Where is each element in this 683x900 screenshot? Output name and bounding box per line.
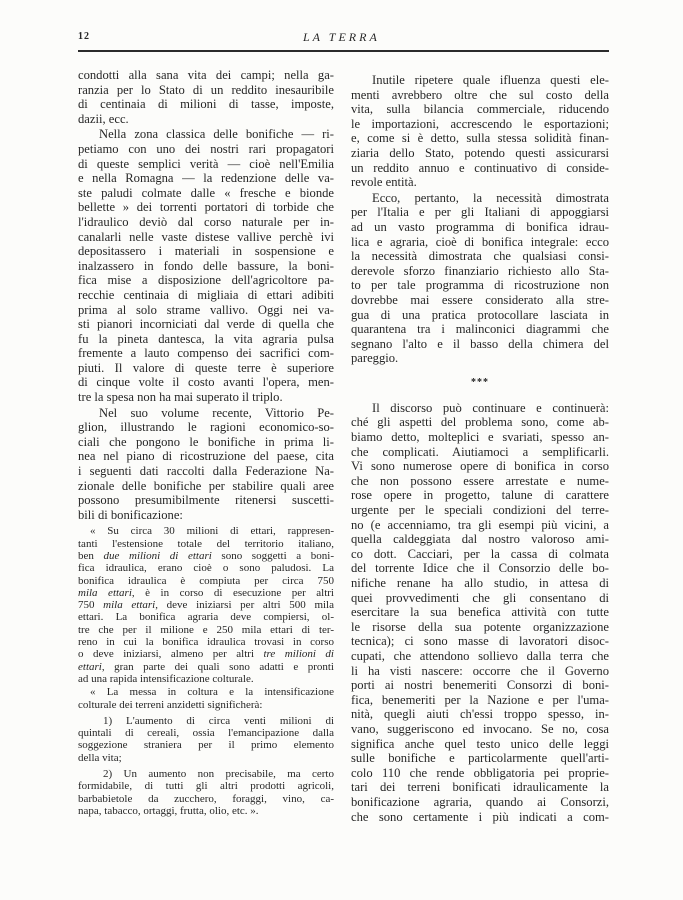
text-line: fica, benemeriti per la Nazione e per l'uma-	[351, 692, 609, 707]
paragraph	[78, 68, 334, 126]
text-line: e, come si è detto, sulla stessa solidità finan-	[351, 131, 609, 146]
text-line: e nella Romagna — la redenzione delle va-	[78, 171, 334, 186]
paragraph	[351, 73, 609, 190]
text-line: che non possono essere arrestate e nume-	[351, 473, 609, 488]
text-line: canalarli nelle vaste distese vallive perchè ivi	[78, 229, 334, 244]
text-line: bonificazione agraria, quando ai Consorzi,	[351, 794, 609, 809]
text-line: derevole sforzo finanziario richiesto allo Sta-	[351, 263, 609, 278]
text-line: per l'Italia e per gli Italiani di appoggiarsi	[351, 205, 609, 220]
text-line: Nella zona classica delle bonifiche — ri-	[99, 127, 334, 142]
italic-emphasis: ettari	[78, 660, 102, 673]
text-line: prima al solo strame vallivo. Oggi nei va-	[78, 302, 334, 317]
paragraph	[351, 401, 609, 824]
quoted-paragraph	[78, 686, 334, 711]
text-line: Il discorso può continuare e continuerà:	[372, 400, 609, 415]
text-line: 1) L'aumento di circa venti milioni di	[103, 714, 334, 727]
text-line: dovrebbe mai essere considerato alla stre-	[351, 292, 609, 307]
text-line: inalzassero in fondo delle bassure, la boni-	[78, 258, 334, 273]
section-separator: ***	[471, 376, 489, 388]
text-line: tari dei terreni bonificati idraulicamente la	[351, 780, 609, 795]
text-line: Vi sono numerose opere di bonifica in corso	[351, 459, 609, 474]
text-line: quarantena tra i malinconici diagrammi che	[351, 322, 609, 337]
text-line: no (e accenniamo, tra gli esempi più vicini, a	[351, 517, 609, 532]
text-line: o deve iniziarsi, almeno per altri tre milioni di	[78, 648, 334, 661]
text-line: nifiche renane ha allo studio, in attesa di	[351, 576, 609, 590]
italic-emphasis: mila ettari	[78, 586, 132, 599]
text-line: barbabietole da zucchero, foraggi, vino, ca-	[78, 792, 334, 805]
text-line: rose opere in progetto, talune di carattere	[351, 488, 609, 503]
text-line: co dott. Cacciari, per la cassa di colmata	[351, 546, 609, 561]
page-number: 12	[78, 31, 90, 42]
running-title: LA TERRA	[303, 30, 380, 44]
text-line: « Su circa 30 milioni di ettari, rappresen-	[90, 525, 334, 538]
text-line: ziaria dello Stato, potendo questi assicurarsi	[351, 145, 609, 160]
italic-emphasis: tre milioni di	[263, 648, 334, 661]
text-line: quei provvedimenti che gli consentano di	[351, 590, 609, 605]
text-line: revole entità.	[351, 175, 417, 190]
text-line: bonifica idraulica è compiuta per circa 750	[78, 574, 334, 587]
text-line: ettari. La bonifica agraria deve compiersi, ol-	[78, 611, 334, 624]
text-line: napa, tabacco, ortaggi, frutta, olio, etc. ».	[78, 804, 259, 817]
text-line: significa anche quel testo unico delle leggi	[351, 736, 609, 751]
text-line: zionale delle bonifiche per stabilire quali aree	[78, 478, 334, 493]
text-line: pareggio.	[351, 351, 399, 366]
text-line: glion, illustrando le ragioni economico-so-	[78, 420, 334, 435]
text-line: esercitare la sua benefica attività con tutte	[351, 605, 609, 620]
text-line: soggezione straniera per il primo elemento	[78, 739, 334, 752]
text-line: piuti. Il valore di queste terre è superiore	[78, 360, 334, 375]
italic-emphasis: mila ettari	[103, 599, 156, 612]
text-line: ben due milioni di ettari sono soggetti a boni-	[78, 550, 334, 562]
paragraph	[351, 191, 609, 366]
paragraph	[78, 127, 334, 404]
italic-emphasis: due milioni di ettari	[103, 550, 212, 562]
quoted-list-item	[78, 715, 334, 764]
text-line: Inutile ripetere quale ifluenza questi ele-	[372, 73, 609, 87]
text-line: tecnica); ci sono masse di lavoratori disoc-	[351, 634, 609, 649]
text-line: ettari, gran parte dei quali sono adatti e pronti	[78, 660, 334, 673]
text-line: di cinque volte il costo avanti l'opera, men-	[78, 375, 334, 390]
text-line: che complicati. Aiutiamoci a semplificarli.	[351, 444, 609, 459]
text-line: cupati, che attendono sollievo dalla terra che	[351, 648, 609, 663]
text-line: condotti alla sana vita dei campi; nella ga-	[78, 68, 334, 82]
text-line: sulle bonifiche e particolarmente quell'arti-	[351, 751, 609, 766]
text-line: menti avrebbero oltre che sul costo della	[351, 87, 609, 102]
text-line: urgente per le speciali condizioni del terre-	[351, 503, 609, 518]
text-line: Nel suo volume recente, Vittorio Pe-	[99, 405, 334, 420]
text-line: petiamo con uno dei nostri rari propagatori	[78, 141, 334, 156]
text-line: li ha visti nascere: occorre che il Governo	[351, 663, 609, 678]
text-line: ranzia per lo Stato di un reddito inesauribile	[78, 82, 334, 97]
text-line: reno in cui la bonifica idraulica trovasi in corso	[78, 636, 334, 649]
text-line: nità, quegli aiuti ch'essi troppo spesso, in-	[351, 707, 609, 722]
text-line: dazii, ecc.	[78, 111, 129, 126]
text-line: della vita;	[78, 751, 122, 764]
text-line: tre la spesa non ha mai superato il triplo.	[78, 390, 283, 405]
text-line: depositassero i materiali in sospensione e	[78, 244, 334, 259]
text-line: le risorse della sua potente organizzazione	[351, 619, 609, 634]
text-line: possono presumibilmente ritenersi suscetti-	[78, 493, 334, 508]
text-line: segnano l'alto e il basso della chimera del	[351, 336, 609, 351]
paragraph	[78, 406, 334, 523]
text-line: ad una rapida intensificazione colturale.	[78, 672, 254, 685]
text-line: biamo detto, molteplici e svariati, spesso an-	[351, 430, 609, 445]
text-line: colturale dei terreni anzidetti significherà:	[78, 698, 263, 711]
text-line: 750 mila ettari, deve iniziarsi per altri 500 mila	[78, 599, 334, 612]
text-line: ciali che pongono le bonifiche in prima li-	[78, 434, 334, 449]
text-line: fu la pineta dantesca, la vita agraria pulsa	[78, 331, 334, 346]
text-line: bili di bonificazione:	[78, 507, 183, 522]
text-line: recchie centinaia di migliaia di ettari adibiti	[78, 287, 334, 302]
text-line: to per tale programma di ricostruzione non	[351, 278, 609, 293]
text-line: fica mise a disposizione dell'agricoltore pa-	[78, 273, 334, 288]
text-line: di centinaia di milioni di tasse, imposte,	[78, 97, 334, 112]
text-line: le importazioni, accrescendo le esportazioni;	[351, 116, 609, 131]
text-line: vano, suggeriscono ed invocano. Se no, cosa	[351, 721, 609, 736]
quoted-list-item	[78, 768, 334, 817]
text-line: Ecco, pertanto, la necessità dimostrata	[372, 190, 609, 205]
text-line: del torrente Idice che il Consorzio delle bo-	[351, 561, 609, 576]
text-line: vita, sulla bilancia commerciale, riducendo	[351, 102, 609, 117]
text-line: bellette » dei torrenti portatori di torbide che	[78, 200, 334, 215]
text-line: la necessità dimostrata che qualsiasi consi-	[351, 249, 609, 264]
right-column	[351, 73, 609, 824]
text-line: quintali di cereali, ossia l'emancipazione dalla	[78, 727, 334, 740]
text-line: gua di una pratica protocollare lasciata in	[351, 307, 609, 322]
text-line: un reddito annuo e continuativo di conside-	[351, 160, 609, 175]
text-line: tanti l'estensione totale del territorio italiano,	[78, 537, 334, 550]
text-line: di queste semplici verità — cioè nell'Emilia	[78, 156, 334, 171]
text-line: tre che per il milione e 250 mila ettari di ter-	[78, 623, 334, 636]
left-column	[78, 68, 334, 817]
text-line: sti pianori incorniciati dal verde di quella che	[78, 317, 334, 332]
text-line: fremente a lauto compenso dei sacrifici com-	[78, 346, 334, 361]
text-line: ste paludi colmate dalle « fresche e bionde	[78, 185, 334, 200]
text-line: formidabile, di tutti gli altri prodotti agricoli,	[78, 780, 334, 793]
text-line: ad un vasto programma di bonifica idrau-	[351, 219, 609, 234]
text-line: l'idraulico deviò dal corso naturale per in-	[78, 214, 334, 229]
text-line: che sono certamente i più indicati a com-	[351, 809, 609, 824]
quoted-paragraph	[78, 525, 334, 685]
text-line: porti ai nostri benemeriti Consorzi di boni-	[351, 678, 609, 693]
text-line: mila ettari, è in corso di esecuzione per altri	[78, 586, 334, 599]
text-line: ché gli aspetti del problema sono, come ab-	[351, 415, 609, 430]
text-line: quella caldeggiata dal nostro valoroso ami-	[351, 532, 609, 547]
text-line: i seguenti dati raccolti dalla Federazione Na-	[78, 464, 334, 479]
text-line: colo 110 che rende obbligatoria pei proprie-	[351, 765, 609, 780]
text-line: lica e agraria, cioè di bonifica integrale: ecco	[351, 234, 609, 249]
header-rule	[78, 50, 609, 52]
text-line: fica idraulica, erano cioè o sono paludosi. La	[78, 562, 334, 575]
text-line: « La messa in coltura e la intensificazione	[90, 686, 334, 699]
text-line: nea nel piano di ricostruzione del paese, cita	[78, 449, 334, 464]
text-line: 2) Un aumento non precisabile, ma certo	[103, 768, 334, 781]
